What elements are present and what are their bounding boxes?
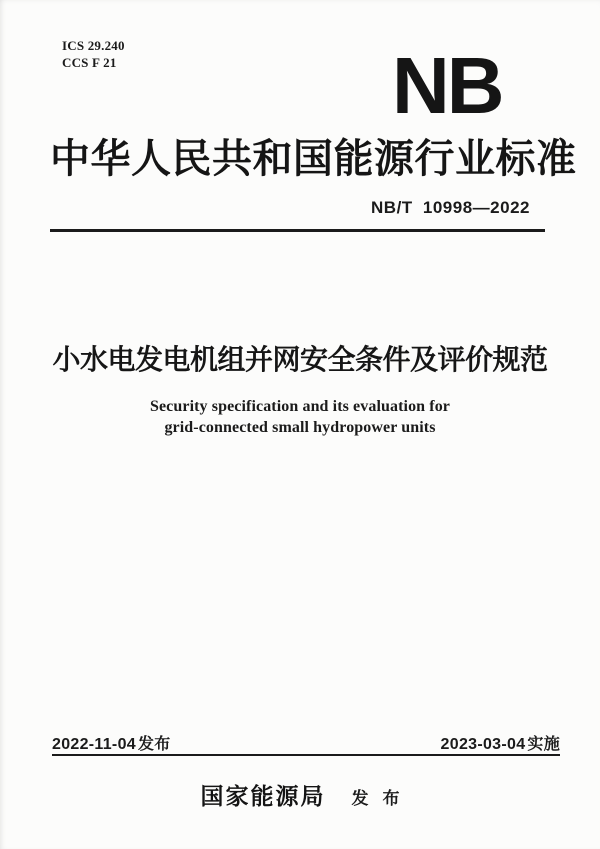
publisher-line [0, 778, 600, 811]
english-title-line2: grid-connected small hydropower units [164, 419, 436, 436]
implementation-date [441, 736, 560, 754]
classification-codes [62, 37, 125, 71]
ccs-code: CCS F 21 [62, 55, 117, 70]
publisher-name: 国家能源局 [200, 784, 326, 809]
nb-logo: NB [392, 41, 502, 130]
publish-action-label: 发布 [351, 789, 414, 808]
ics-code: ICS 29.240 [62, 38, 125, 53]
implementation-date-value: 2023-03-04 [440, 736, 526, 753]
footer-rule [52, 754, 560, 756]
header-rule [50, 229, 545, 232]
implementation-date-label: 实施 [527, 736, 560, 753]
issue-date-label: 发布 [137, 736, 171, 753]
english-title-line1: Security specification and its evaluation for [149, 398, 451, 415]
issue-date-value: 2022-11-04 [52, 736, 136, 753]
standard-series-title: 中华人民共和国能源行业标准 [50, 136, 577, 181]
document-title-chinese: 小水电发电机组并网安全条件及评价规范 [52, 344, 548, 375]
standard-number: NB/T 10998—2022 [371, 198, 530, 217]
document-title-english [0, 396, 600, 438]
issue-date [52, 736, 171, 754]
